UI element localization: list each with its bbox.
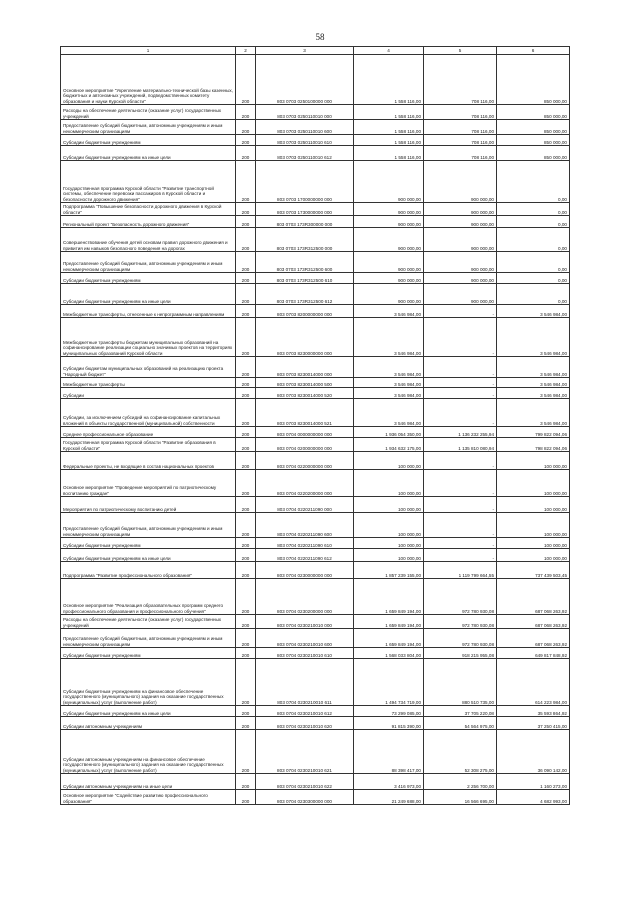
row-amount-total: 1 558 116,00 (354, 105, 424, 120)
row-amount-col5: 972 780 930,08 (424, 629, 497, 648)
row-vr: 200 (236, 648, 256, 659)
row-amount-total: 3 546 984,00 (354, 357, 424, 378)
row-name: Предоставление субсидий бюджетным, автономным учреждениям и иным некоммерческим организациям (61, 252, 236, 273)
row-name: Субсидии бюджетным учреждениям на иные цели (61, 284, 236, 305)
header-col-3: 3 (256, 47, 354, 55)
row-name: Государственная программа Курской области "Развитие образования в Курской области" (61, 438, 236, 452)
row-code: 803 0703 173R312500 000 (256, 228, 354, 252)
row-amount-total: 1 568 033 804,00 (354, 648, 424, 659)
table-row (61, 562, 570, 579)
row-amount-col6: 799 822 094,06 (497, 427, 570, 438)
row-amount-col5: 708 116,00 (424, 105, 497, 120)
row-amount-total: 1 558 116,00 (354, 135, 424, 146)
row-name: Межбюджетные трансферты, отнесенные к непрограммным направлениям (61, 305, 236, 318)
row-vr: 200 (236, 629, 256, 648)
row-code: 803 0704 0230210010 600 (256, 629, 354, 648)
row-name: Расходы на обеспечение деятельности (оказание услуг) государственных учреждений (61, 615, 236, 629)
row-amount-col5: 900 000,00 (424, 273, 497, 284)
row-vr: 200 (236, 659, 256, 706)
row-vr: 200 (236, 717, 256, 730)
row-amount-col6: 850 000,00 (497, 55, 570, 105)
row-amount-col6: 0,00 (497, 161, 570, 203)
row-vr: 200 (236, 470, 256, 497)
table-row (61, 497, 570, 513)
row-vr: 200 (236, 120, 256, 135)
row-name: Государственная программа Курской области "Развитие транспортной системы, обеспечение перевозки пассажиров в Курской области и безопасности дорожного движения" (61, 161, 236, 203)
row-amount-total: 1 936 054 350,00 (354, 427, 424, 438)
row-vr: 200 (236, 562, 256, 579)
row-amount-total: 900 000,00 (354, 252, 424, 273)
row-amount-total: 900 000,00 (354, 161, 424, 203)
table-row (61, 273, 570, 284)
row-amount-col6: 100 000,00 (497, 497, 570, 513)
row-amount-col6: 4 682 993,00 (497, 790, 570, 805)
row-vr: 200 (236, 538, 256, 549)
row-vr: 200 (236, 55, 256, 105)
row-name: Субсидии бюджетным учреждениям (61, 538, 236, 549)
row-name: Субсидии автономным учреждениям на финансовое обеспечение государственного (муниципального) задания на оказание государственных (муниципальных) услуг (выполнение работ) (61, 730, 236, 774)
row-code: 803 0704 0200000000 000 (256, 438, 354, 452)
row-amount-total: 3 546 984,00 (354, 378, 424, 388)
row-amount-col5: - (424, 318, 497, 357)
row-code: 803 0703 0250110010 610 (256, 135, 354, 146)
row-vr: 200 (236, 774, 256, 790)
row-amount-total: 1 857 239 155,00 (354, 562, 424, 579)
header-col-6: 6 (497, 47, 570, 55)
row-name: Региональный проект "Безопасность дорожного движения" (61, 216, 236, 228)
row-amount-col5: - (424, 538, 497, 549)
table-row (61, 579, 570, 615)
row-amount-col6: 3 546 984,00 (497, 378, 570, 388)
table-row (61, 513, 570, 538)
row-vr: 200 (236, 284, 256, 305)
row-amount-col5: - (424, 452, 497, 470)
header-col-1: 1 (61, 47, 236, 55)
row-amount-total: 1 558 116,00 (354, 55, 424, 105)
row-amount-total: 91 815 390,00 (354, 717, 424, 730)
row-amount-col5: 900 000,00 (424, 228, 497, 252)
row-code: 803 0704 0220200000 000 (256, 470, 354, 497)
row-amount-total: 100 000,00 (354, 497, 424, 513)
row-amount-col6: 614 223 984,00 (497, 659, 570, 706)
row-amount-col5: - (424, 357, 497, 378)
row-vr: 200 (236, 579, 256, 615)
row-vr: 200 (236, 388, 256, 399)
row-code: 803 0704 0230210010 621 (256, 730, 354, 774)
row-amount-col5: - (424, 378, 497, 388)
row-code: 803 0703 0250110010 612 (256, 146, 354, 161)
row-amount-col6: 100 000,00 (497, 470, 570, 497)
row-name: Подпрограмма "Повышение безопасности дорожного движения в Курской области" (61, 203, 236, 216)
row-vr: 200 (236, 790, 256, 805)
row-amount-total: 73 299 085,00 (354, 706, 424, 717)
row-amount-total: 100 000,00 (354, 452, 424, 470)
table-row (61, 228, 570, 252)
row-vr: 200 (236, 497, 256, 513)
row-code: 803 0704 0230210010 612 (256, 706, 354, 717)
row-amount-total: 1 934 632 175,00 (354, 438, 424, 452)
row-amount-col6: 100 000,00 (497, 452, 570, 470)
row-amount-col6: 35 593 864,92 (497, 706, 570, 717)
table-row (61, 706, 570, 717)
row-code: 803 0703 8200000000 000 (256, 305, 354, 318)
row-name: Межбюджетные трансферты (61, 378, 236, 388)
table-row (61, 790, 570, 805)
row-code: 803 0703 8230014000 520 (256, 388, 354, 399)
row-amount-total: 900 000,00 (354, 228, 424, 252)
row-amount-col5: - (424, 399, 497, 427)
row-name: Межбюджетные трансферты бюджетам муниципальных образований на софинансирование реализации социально значимых проектов на территориях муниципальных образований Курской области (61, 318, 236, 357)
row-amount-col5: 2 256 700,00 (424, 774, 497, 790)
row-amount-total: 3 546 984,00 (354, 399, 424, 427)
row-code: 803 0704 0220211090 600 (256, 513, 354, 538)
row-amount-col5: 900 000,00 (424, 203, 497, 216)
row-amount-col6: 798 822 094,06 (497, 438, 570, 452)
row-amount-col6: 100 000,00 (497, 513, 570, 538)
table-row (61, 774, 570, 790)
budget-table (60, 46, 570, 805)
row-amount-col5: 900 000,00 (424, 161, 497, 203)
row-vr: 200 (236, 252, 256, 273)
row-amount-col5: - (424, 470, 497, 497)
row-code: 803 0704 0230210010 000 (256, 615, 354, 629)
row-vr: 200 (236, 105, 256, 120)
row-code: 803 0703 8230014000 500 (256, 378, 354, 388)
table-row (61, 284, 570, 305)
row-amount-total: 3 546 984,00 (354, 318, 424, 357)
row-code: 803 0703 1730000000 000 (256, 203, 354, 216)
table-row (61, 615, 570, 629)
row-amount-col6: 3 546 984,00 (497, 357, 570, 378)
row-amount-col6: 3 546 984,00 (497, 399, 570, 427)
row-name: Расходы на обеспечение деятельности (оказание услуг) государственных учреждений (61, 105, 236, 120)
row-amount-total: 1 558 116,00 (354, 146, 424, 161)
row-amount-col6: 36 090 142,00 (497, 730, 570, 774)
row-vr: 200 (236, 228, 256, 252)
row-amount-total: 1 659 849 194,00 (354, 629, 424, 648)
table-row (61, 438, 570, 452)
row-code: 803 0704 0230210010 611 (256, 659, 354, 706)
row-amount-total: 1 494 734 719,00 (354, 659, 424, 706)
table-row (61, 427, 570, 438)
row-amount-col6: 3 546 984,00 (497, 305, 570, 318)
row-code: 803 0704 0230200000 000 (256, 579, 354, 615)
table-row (61, 252, 570, 273)
row-name: Федеральные проекты, не входящие в состав национальных проектов (61, 452, 236, 470)
table-row (61, 629, 570, 648)
table-row (61, 648, 570, 659)
row-code: 803 0704 0220211090 000 (256, 497, 354, 513)
row-amount-col6: 0,00 (497, 203, 570, 216)
row-amount-total: 900 000,00 (354, 273, 424, 284)
row-amount-total: 1 558 116,00 (354, 120, 424, 135)
row-amount-col6: 0,00 (497, 216, 570, 228)
table-row (61, 399, 570, 427)
row-amount-col6: 0,00 (497, 228, 570, 252)
row-amount-col6: 737 439 503,45 (497, 562, 570, 579)
row-code: 803 0703 0250110010 600 (256, 120, 354, 135)
row-amount-col6: 687 068 263,92 (497, 629, 570, 648)
row-amount-col5: 972 780 930,08 (424, 579, 497, 615)
row-vr: 200 (236, 378, 256, 388)
table-row (61, 538, 570, 549)
row-amount-col5: 900 000,00 (424, 252, 497, 273)
row-name: Основное мероприятие "Проведение мероприятий по патриотическому воспитанию граждан" (61, 470, 236, 497)
table-header-row (61, 47, 570, 55)
row-amount-col5: - (424, 305, 497, 318)
row-vr: 200 (236, 216, 256, 228)
row-code: 803 0704 0230210010 622 (256, 774, 354, 790)
row-amount-total: 900 000,00 (354, 216, 424, 228)
row-name: Субсидии автономным учреждениям на иные цели (61, 774, 236, 790)
table-row (61, 357, 570, 378)
row-amount-col6: 37 250 415,00 (497, 717, 570, 730)
row-amount-col6: 850 000,00 (497, 146, 570, 161)
row-code: 803 0703 173R312500 600 (256, 252, 354, 273)
row-vr: 200 (236, 730, 256, 774)
table-row (61, 120, 570, 135)
table-row (61, 549, 570, 562)
table-row (61, 659, 570, 706)
row-vr: 200 (236, 318, 256, 357)
row-vr: 200 (236, 305, 256, 318)
row-amount-col5: 54 564 975,00 (424, 717, 497, 730)
row-code: 803 0703 8230000000 000 (256, 318, 354, 357)
row-vr: 200 (236, 427, 256, 438)
row-amount-col6: 850 000,00 (497, 120, 570, 135)
row-code: 803 0703 173R300000 000 (256, 216, 354, 228)
row-vr: 200 (236, 452, 256, 470)
table-row (61, 216, 570, 228)
row-name: Субсидии бюджетным учреждениям на финансовое обеспечение государственного (муниципального) задания на оказание государственных (муниципальных) услуг (выполнение работ) (61, 659, 236, 706)
row-code: 803 0704 0230300000 000 (256, 790, 354, 805)
row-code: 803 0704 0000000000 000 (256, 427, 354, 438)
row-code: 803 0704 0220000000 000 (256, 452, 354, 470)
table-row (61, 105, 570, 120)
row-vr: 200 (236, 203, 256, 216)
table-row (61, 388, 570, 399)
row-amount-total: 100 000,00 (354, 549, 424, 562)
row-amount-col5: 900 000,00 (424, 216, 497, 228)
row-amount-col6: 0,00 (497, 252, 570, 273)
row-code: 803 0703 8230014000 521 (256, 399, 354, 427)
row-code: 803 0704 0230210010 620 (256, 717, 354, 730)
header-col-5: 5 (424, 47, 497, 55)
table-row (61, 146, 570, 161)
row-amount-col6: 0,00 (497, 273, 570, 284)
row-amount-total: 900 000,00 (354, 284, 424, 305)
row-amount-col6: 687 068 263,92 (497, 615, 570, 629)
row-vr: 200 (236, 549, 256, 562)
row-vr: 200 (236, 135, 256, 146)
row-amount-col6: 100 000,00 (497, 549, 570, 562)
row-vr: 200 (236, 438, 256, 452)
row-code: 803 0703 173R312500 610 (256, 273, 354, 284)
row-amount-col5: 37 705 220,08 (424, 706, 497, 717)
row-amount-col5: 918 215 955,08 (424, 648, 497, 659)
row-vr: 200 (236, 615, 256, 629)
table-row (61, 452, 570, 470)
row-name: Подпрограмма "Развитие профессионального образования" (61, 562, 236, 579)
row-amount-total: 900 000,00 (354, 203, 424, 216)
table-body (61, 55, 570, 805)
row-amount-col5: 972 780 930,08 (424, 615, 497, 629)
row-amount-col6: 687 068 263,92 (497, 579, 570, 615)
row-name: Субсидии бюджетным учреждениям (61, 273, 236, 284)
row-code: 803 0703 0250100000 000 (256, 55, 354, 105)
row-amount-col6: 100 000,00 (497, 538, 570, 549)
row-amount-total: 21 249 688,00 (354, 790, 424, 805)
row-name: Субсидии, за исключением субсидий на софинансирование капитальных вложений в объекты государственной (муниципальной) собственности (61, 399, 236, 427)
row-code: 803 0704 0230210010 610 (256, 648, 354, 659)
row-amount-col5: 16 566 695,00 (424, 790, 497, 805)
row-amount-col5: 900 000,00 (424, 284, 497, 305)
table-row (61, 717, 570, 730)
row-amount-col5: 708 116,00 (424, 120, 497, 135)
row-amount-col5: 708 116,00 (424, 146, 497, 161)
table-row (61, 318, 570, 357)
row-name: Субсидии автономным учреждениям (61, 717, 236, 730)
row-vr: 200 (236, 273, 256, 284)
row-amount-total: 88 398 417,00 (354, 730, 424, 774)
row-name: Предоставление субсидий бюджетным, автономным учреждениям и иным некоммерческим организациям (61, 120, 236, 135)
row-amount-total: 3 546 984,00 (354, 388, 424, 399)
row-vr: 200 (236, 706, 256, 717)
table-row (61, 161, 570, 203)
row-vr: 200 (236, 513, 256, 538)
row-amount-total: 1 659 849 194,00 (354, 579, 424, 615)
row-name: Субсидии бюджетным учреждениям (61, 648, 236, 659)
row-vr: 200 (236, 146, 256, 161)
row-amount-total: 1 659 849 194,00 (354, 615, 424, 629)
row-code: 803 0703 1700000000 000 (256, 161, 354, 203)
table-row (61, 730, 570, 774)
row-amount-col5: 880 510 735,00 (424, 659, 497, 706)
row-code: 803 0703 0250110010 000 (256, 105, 354, 120)
row-amount-total: 100 000,00 (354, 513, 424, 538)
row-name: Субсидии бюджетным учреждениям на иные цели (61, 549, 236, 562)
row-amount-col6: 0,00 (497, 284, 570, 305)
row-amount-col6: 850 000,00 (497, 135, 570, 146)
table-row (61, 135, 570, 146)
row-amount-col5: - (424, 497, 497, 513)
row-name: Субсидии бюджетным учреждениям на иные цели (61, 706, 236, 717)
row-name: Субсидии бюджетным учреждениям на иные цели (61, 146, 236, 161)
row-code: 803 0703 8230014000 000 (256, 357, 354, 378)
row-name: Субсидии бюджетам муниципальных образований на реализацию проекта "Народный бюджет" (61, 357, 236, 378)
row-amount-col6: 649 817 848,92 (497, 648, 570, 659)
table-row (61, 305, 570, 318)
row-amount-col6: 3 546 984,00 (497, 318, 570, 357)
row-name: Среднее профессиональное образование (61, 427, 236, 438)
row-name: Мероприятия по патриотическому воспитанию детей (61, 497, 236, 513)
table-row (61, 55, 570, 105)
row-amount-total: 100 000,00 (354, 538, 424, 549)
row-amount-total: 3 546 984,00 (354, 305, 424, 318)
row-vr: 200 (236, 357, 256, 378)
row-name: Основное мероприятие "Реализация образовательных программ среднего профессионального образования и профессионального обучения" (61, 579, 236, 615)
row-amount-col5: - (424, 388, 497, 399)
table-row (61, 378, 570, 388)
row-amount-col5: 52 308 275,00 (424, 730, 497, 774)
row-amount-col5: 708 116,00 (424, 135, 497, 146)
header-col-2: 2 (236, 47, 256, 55)
row-code: 803 0703 173R312500 612 (256, 284, 354, 305)
row-name: Субсидии (61, 388, 236, 399)
row-amount-total: 3 416 973,00 (354, 774, 424, 790)
row-amount-col6: 3 546 984,00 (497, 388, 570, 399)
row-amount-col5: 1 136 232 255,94 (424, 427, 497, 438)
row-code: 803 0704 0230000000 000 (256, 562, 354, 579)
row-name: Предоставление субсидий бюджетным, автономным учреждениям и иным некоммерческим организациям (61, 513, 236, 538)
row-name: Субсидии бюджетным учреждениям (61, 135, 236, 146)
row-amount-col5: - (424, 513, 497, 538)
row-code: 803 0704 0220211090 612 (256, 549, 354, 562)
row-name: Предоставление субсидий бюджетным, автономным учреждениям и иным некоммерческим организациям (61, 629, 236, 648)
table-row (61, 203, 570, 216)
row-amount-col5: 708 116,00 (424, 55, 497, 105)
row-amount-col5: 1 135 810 080,94 (424, 438, 497, 452)
header-col-4: 4 (354, 47, 424, 55)
row-amount-col6: 850 000,00 (497, 105, 570, 120)
row-amount-total: 100 000,00 (354, 470, 424, 497)
row-amount-col6: 1 160 273,00 (497, 774, 570, 790)
row-vr: 200 (236, 399, 256, 427)
page-number: 58 (315, 32, 325, 42)
row-amount-col5: 1 119 799 664,55 (424, 562, 497, 579)
table-row (61, 470, 570, 497)
row-name: Основное мероприятие "Содействие развитию профессионального образования" (61, 790, 236, 805)
row-name: Основное мероприятие "Укрепление материально-технической базы казенных, бюджетных и автономных учреждений, подведомственных комитету образования и науки Курской области" (61, 55, 236, 105)
row-amount-col5: - (424, 549, 497, 562)
row-name: Совершенствование обучения детей основам правил дорожного движения и привития им навыков безопасного поведения на дорогах (61, 228, 236, 252)
row-vr: 200 (236, 161, 256, 203)
row-code: 803 0704 0220211090 610 (256, 538, 354, 549)
